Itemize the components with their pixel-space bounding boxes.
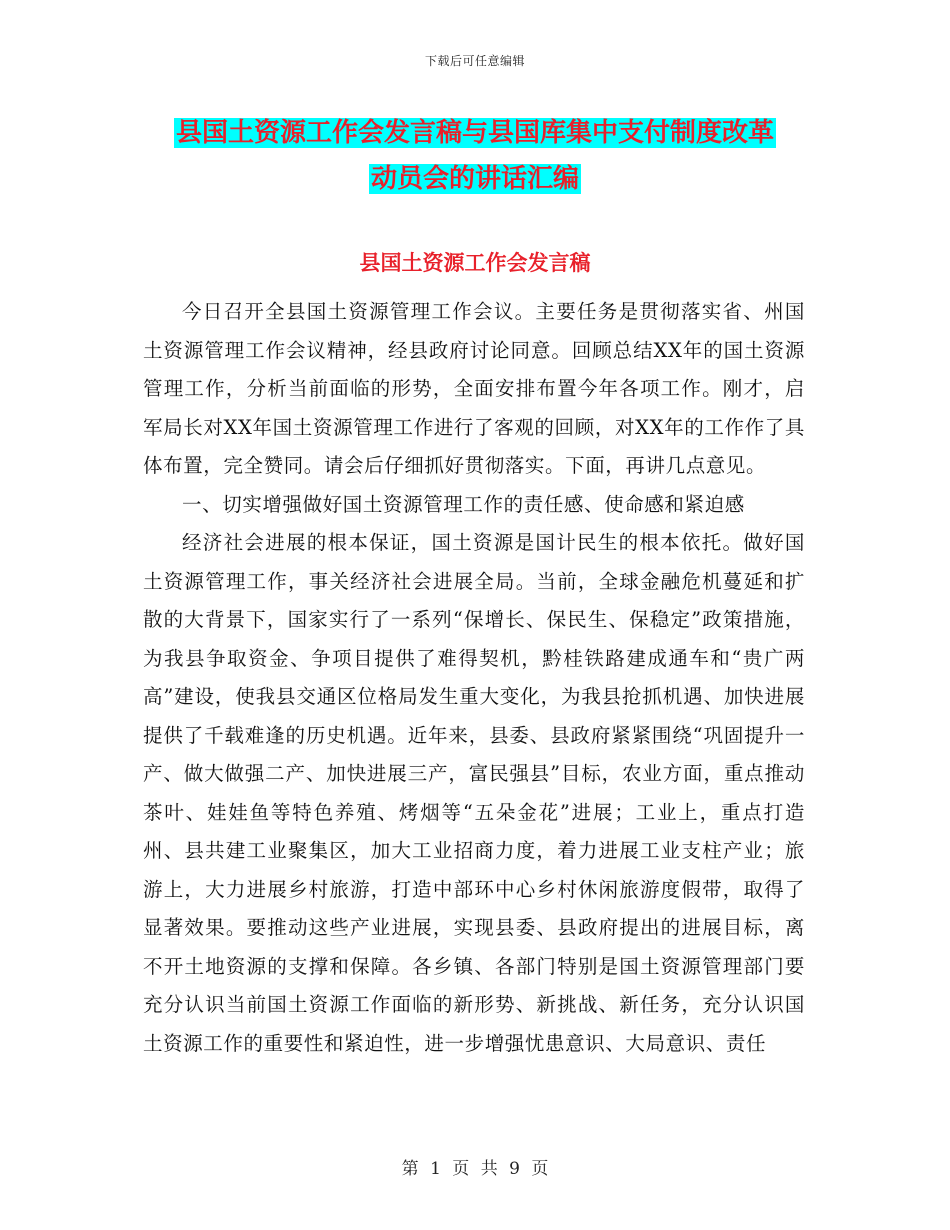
document-body [143,293,805,1063]
page-header-note: 下载后可任意编辑 [424,54,525,68]
section-title: 县国土资源工作会发言稿 [359,251,591,275]
document-title-line-2: 动员会的讲话汇编 [370,164,579,194]
paragraph-intro: 今日召开全县国土资源管理工作会议。主要任务是贯彻落实省、州国土资源管理工作会议精神，经县政府讨论同意。回顾总结XX年的国土资源管理工作，分析当前面临的形势，全面安排布置今年各项工作。刚才，启军局长对XX年国土资源管理工作进行了客观的回顾，对XX年的工作作了具体布置，完全赞同。请会后仔细抓好贯彻落实。下面，再讲几点意见。 [143,300,805,477]
document-title-line-1: 县国土资源工作会发言稿与县国库集中支付制度改革 [175,118,774,148]
paragraph-body: 经济社会进展的根本保证，国土资源是国计民生的根本依托。做好国土资源管理工作，事关经济社会进展全局。当前，全球金融危机蔓延和扩散的大背景下，国家实行了一系列“保增长、保民生、保稳定”政策措施，为我县争取资金、争项目提供了难得契机，黔桂铁路建成通车和“贵广两高”建设，使我县交通区位格局发生重大变化，为我县抢抓机遇、加快进展提供了千载难逢的历史机遇。近年来，县委、县政府紧紧围绕“巩固提升一产、做大做强二产、加快进展三产，富民强县”目标，农业方面，重点推动茶叶、娃娃鱼等特色养殖、烤烟等“五朵金花”进展；工业上，重点打造州、县共建工业聚集区，加大工业招商力度，着力进展工业支柱产业；旅游上，大力进展乡村旅游，打造中部环中心乡村休闲旅游度假带，取得了显著效果。要推动这些产业进展，实现县委、县政府提出的进展目标，离不开土地资源的支撑和保障。各乡镇、各部门特别是国土资源管理部门要充分认识当前国土资源工作面临的新形势、新挑战、新任务，充分认识国土资源工作的重要性和紧迫性，进一步增强忧患意识、大局意识、责任 [143,531,805,1055]
page-number: 第 1 页 共 9 页 [401,1159,549,1179]
document-title [0,110,950,202]
paragraph-heading-1: 一、切实增强做好国土资源管理工作的责任感、使命感和紧迫感 [182,492,745,516]
